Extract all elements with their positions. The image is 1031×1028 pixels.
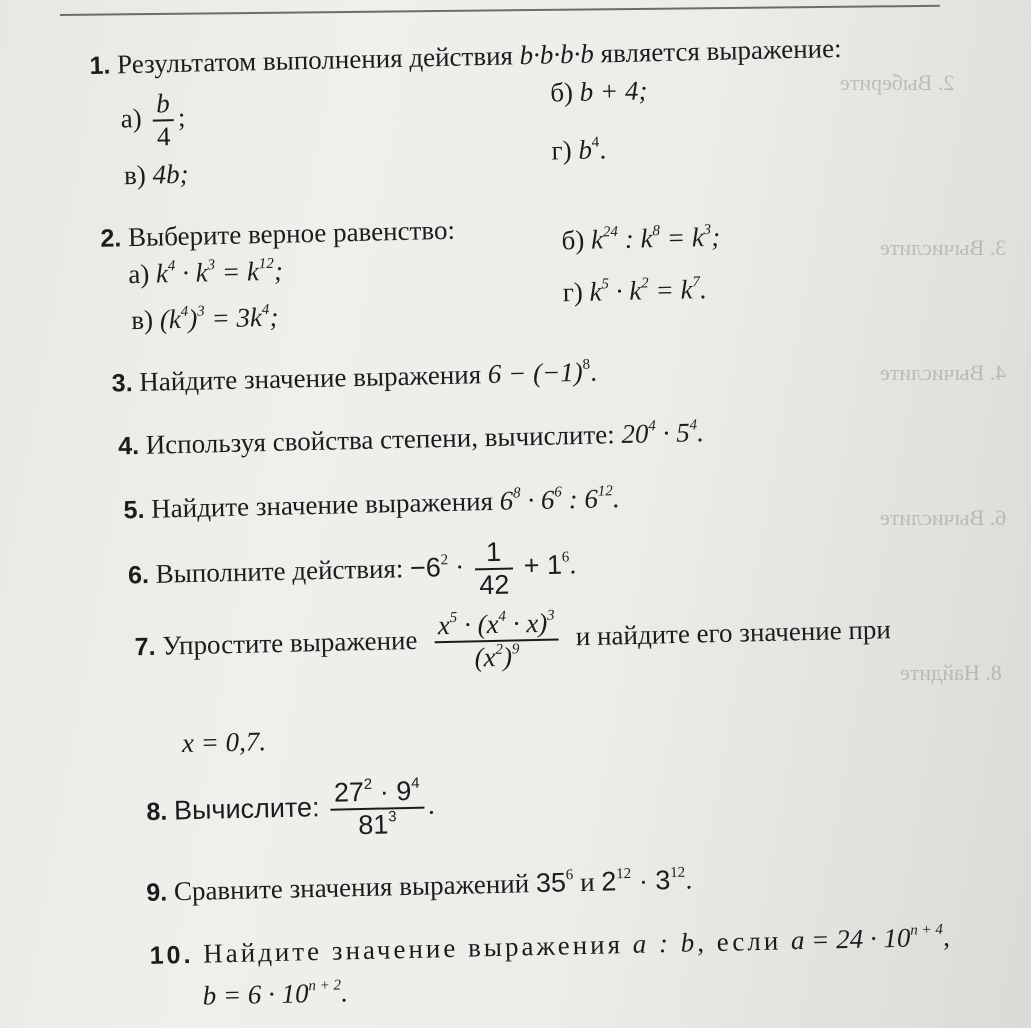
expression: 6 − (−1): [487, 356, 584, 390]
task-number: 2.: [100, 224, 122, 253]
expression: b = 6 · 10: [202, 978, 309, 1011]
expression: −6: [409, 552, 442, 584]
fraction: [433, 607, 559, 674]
exponent: 5: [449, 609, 458, 626]
task-number: 9.: [145, 878, 168, 907]
denominator: [434, 638, 560, 674]
task-4: [118, 417, 704, 461]
task-number: 7.: [134, 632, 156, 662]
exponent: 2: [495, 641, 504, 658]
option-label: б): [561, 224, 585, 256]
expression: b + 4;: [579, 75, 648, 107]
operator: : k: [617, 223, 653, 255]
task-number: 1.: [89, 51, 111, 80]
bleed-through: 8. Найдите: [900, 660, 1002, 685]
option-label: г): [562, 276, 584, 308]
numerator: [330, 776, 424, 809]
base: 27: [333, 776, 365, 808]
base: k: [589, 276, 602, 307]
task-3: [111, 357, 597, 399]
task-6: [127, 535, 577, 609]
exponent: n + 4: [910, 921, 944, 939]
expression: [591, 222, 721, 255]
base: (k: [159, 303, 182, 335]
task-number: 8.: [146, 797, 168, 827]
base: 6: [499, 485, 514, 516]
operator: · (x: [456, 608, 499, 640]
task-2: [100, 215, 455, 254]
task-text: Найдите значение выражения: [150, 485, 494, 524]
punct: .: [589, 356, 598, 387]
exponent: 9: [511, 641, 520, 658]
expression: [589, 274, 707, 307]
option-label: в): [123, 159, 147, 191]
punct: .: [696, 417, 705, 448]
exponent: 6: [554, 484, 562, 501]
exponent: 4: [689, 417, 698, 434]
operator: · 5: [655, 417, 691, 449]
option-g: [551, 134, 606, 166]
exponent: 4: [591, 134, 600, 151]
operator: : 6: [561, 483, 599, 515]
exponent: 24: [602, 224, 619, 241]
paren: ): [502, 641, 513, 672]
task-10: [149, 922, 953, 971]
numerator: b: [155, 88, 170, 119]
exponent: 12: [670, 864, 686, 882]
conjunction: и: [579, 866, 595, 898]
exponent: 8: [512, 485, 521, 502]
exponent: 4: [648, 418, 656, 435]
numerator: 1: [485, 536, 502, 568]
option-v: [124, 159, 189, 191]
fraction: [474, 537, 513, 602]
exponent: 6: [561, 549, 570, 566]
base: 35: [535, 867, 567, 899]
task-number: 6.: [127, 560, 150, 590]
exponent: 4: [410, 774, 420, 792]
exponent: 4: [261, 301, 270, 319]
task-text: если: [716, 925, 782, 957]
task-5: [123, 483, 620, 525]
task-text: Выполните действия:: [155, 553, 404, 589]
task-text: Сравните значения выражений: [173, 868, 530, 907]
operator: = k: [648, 274, 693, 306]
bleed-through: 3. Вычислите: [880, 235, 1007, 260]
exponent: 3: [703, 221, 712, 239]
punct: .: [427, 789, 436, 820]
exponent: 3: [196, 303, 205, 320]
exponent: 5: [601, 276, 610, 293]
punct: ;: [273, 255, 284, 286]
base: 20: [621, 418, 649, 450]
task-text: Найдите значение выражения: [138, 359, 482, 397]
task-number: 3.: [111, 369, 133, 398]
expression: a = 24 · 10: [790, 922, 911, 956]
exponent: 4: [180, 303, 189, 320]
operator: = 3k: [204, 302, 263, 334]
task-text: Выберите верное равенство:: [127, 214, 456, 253]
operator: · 6: [520, 484, 555, 516]
operator: · x): [505, 607, 548, 639]
exponent: 3: [388, 808, 397, 826]
task-text: и найдите его значение при: [575, 614, 892, 652]
fraction: [330, 776, 425, 842]
exponent: n + 2: [308, 977, 342, 995]
option-label: а): [120, 103, 143, 134]
option-label: г): [551, 135, 572, 166]
base: k: [590, 224, 604, 255]
option-b: [561, 222, 720, 257]
exponent: 12: [597, 483, 613, 500]
task-7-value: x = 0,7.: [181, 726, 267, 759]
operator: = k: [659, 222, 705, 254]
exponent: 6: [565, 867, 574, 884]
exponent: 7: [692, 274, 701, 291]
operator: · 9: [371, 775, 412, 807]
base: k: [155, 258, 169, 289]
base: b: [578, 134, 593, 165]
task-text: Найдите значение выражения: [202, 929, 624, 969]
punct: .: [699, 274, 708, 305]
exponent: 3: [546, 607, 555, 624]
exponent: 8: [652, 223, 661, 240]
expression: + 1: [523, 549, 563, 581]
task-text: Результатом выполнения действия: [116, 40, 514, 80]
punct: .: [685, 864, 693, 895]
paren: ): [187, 303, 198, 334]
task-text: Вычислите:: [173, 792, 320, 826]
operator: · k: [175, 257, 209, 289]
expression: [621, 417, 704, 449]
option-g: [562, 274, 707, 308]
task-8: [146, 775, 436, 846]
operator: ·: [454, 551, 465, 583]
expression: [156, 256, 284, 289]
option-a: [120, 88, 186, 153]
expression: b·b·b·b: [519, 38, 595, 71]
punct: ,: [942, 921, 954, 952]
exponent: 12: [616, 865, 632, 883]
punct: ;: [177, 102, 186, 133]
punct: ;: [710, 221, 721, 252]
expression: a : b,: [632, 927, 708, 959]
bleed-through: 2. Выберите: [840, 70, 955, 95]
task-text: Упростите выражение: [161, 624, 418, 661]
option-label: б): [549, 77, 574, 108]
base: (x: [474, 641, 496, 673]
exponent: 8: [582, 356, 591, 373]
option-label: а): [127, 258, 150, 290]
task-10-b: [202, 977, 348, 1011]
punct: .: [569, 549, 577, 580]
base: x: [437, 609, 451, 641]
expression: [159, 302, 278, 335]
punct: ;: [269, 301, 279, 332]
exponent: 2: [440, 552, 449, 569]
task-number: 5.: [123, 495, 145, 525]
numerator: [433, 607, 559, 641]
operator: · k: [608, 275, 642, 307]
operator: = k: [214, 256, 260, 288]
task-number: 10.: [149, 940, 194, 970]
punct: .: [599, 134, 607, 165]
base: 81: [357, 809, 389, 841]
exponent: 12: [258, 255, 274, 273]
task-text: Используя свойства степени, вычислите:: [145, 419, 616, 460]
task-7: [134, 600, 892, 681]
punct: .: [340, 977, 349, 1008]
option-label: в): [130, 304, 154, 336]
denominator: [330, 807, 424, 842]
exponent: 3: [207, 257, 216, 274]
expression: [499, 483, 620, 516]
operator: · 3: [631, 865, 671, 896]
exponent: 4: [498, 608, 507, 625]
option-v: [131, 302, 279, 336]
exponent: 4: [167, 258, 176, 275]
denominator: 42: [475, 568, 514, 602]
expression: 4b;: [152, 158, 189, 190]
bleed-through: 4. Вычислите: [880, 360, 1007, 385]
exponent: 2: [640, 275, 649, 292]
fraction: [152, 88, 175, 152]
punct: .: [612, 483, 621, 514]
exponent: 2: [363, 775, 373, 793]
option-b: [550, 75, 648, 108]
bleed-through: 6. Вычислите: [880, 505, 1007, 530]
task-1: [89, 33, 842, 81]
base: 2: [601, 866, 617, 897]
denominator: 4: [152, 119, 174, 152]
option-a: [128, 256, 283, 291]
task-9: [146, 865, 693, 908]
task-text: является выражение:: [600, 32, 842, 69]
task-number: 4.: [117, 431, 140, 461]
